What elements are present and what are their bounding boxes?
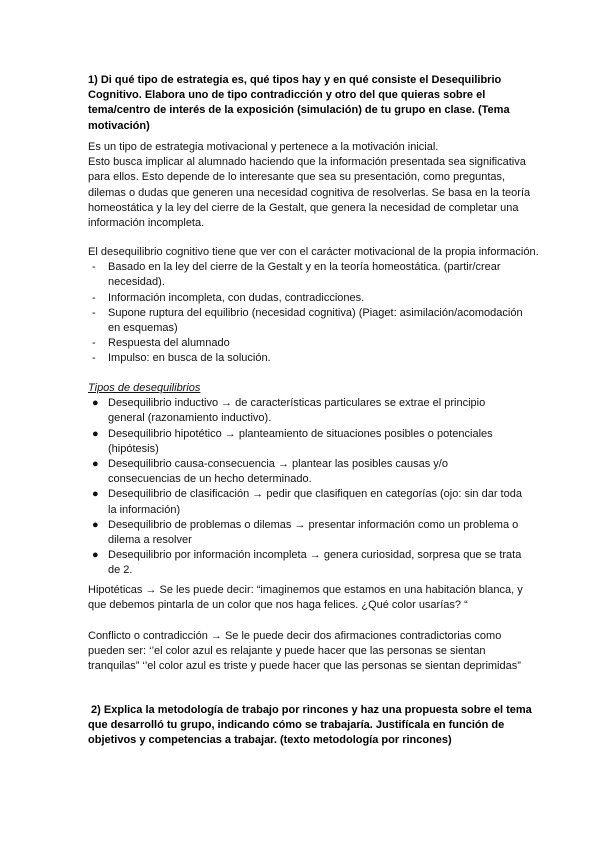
list-item-line: dilema a resolver xyxy=(108,533,192,546)
list-item-line: general (razonamiento inductivo). xyxy=(108,412,272,425)
list-marker-icon: - xyxy=(92,352,96,365)
list-marker-icon: ● xyxy=(92,457,99,470)
list-marker-icon: - xyxy=(92,291,96,304)
text-line: que debemos pintarla de un color que nos haga felices. ¿Qué color usarías? “ xyxy=(88,599,468,612)
list-item xyxy=(88,457,522,487)
desequilibrio-intro: El desequilibrio cognitivo tiene que ver con el carácter motivacional de la propia información. xyxy=(88,246,539,258)
text-line: Conflicto o contradicción → Se le puede decir dos afirmaciones contradictorias como xyxy=(88,630,502,642)
dash-list xyxy=(88,260,539,366)
text-line: dilemas o dudas que generen una necesidad cognitiva de resolverlas. Se basa en la teoría xyxy=(88,186,531,199)
list-item-line: Respuesta del alumnado xyxy=(108,337,230,350)
list-item-line: Información incompleta, con dudas, contradicciones. xyxy=(108,291,365,304)
text-line: Es un tipo de estrategia motivacional y pertenece a la motivación inicial. xyxy=(88,141,439,153)
list-item xyxy=(88,518,522,548)
list-item xyxy=(88,306,539,336)
list-marker-icon: ● xyxy=(92,518,99,531)
text-line: tranquilas” ‘’el color azul es triste y puede hacer que las personas se sientan deprimidas” xyxy=(88,660,521,673)
list-item xyxy=(88,487,522,517)
list-item-line: de 2. xyxy=(108,564,133,577)
list-marker-icon: ● xyxy=(92,427,99,440)
text-line: información incompleta. xyxy=(88,216,205,229)
text-line: Esto busca implicar al alumnado haciendo que la información presentada sea significativa xyxy=(88,156,526,169)
list-item-line: Desequilibrio de problemas o dilemas → presentar información como un problema o xyxy=(108,518,519,531)
text-line: que desarrolló tu grupo, indicando cómo se trabajaría. Justifícala en función de xyxy=(88,719,505,732)
list-item-line: la información) xyxy=(108,503,181,516)
list-item-line: en esquemas) xyxy=(108,321,178,334)
question-2-heading xyxy=(88,703,532,749)
list-marker-icon: - xyxy=(92,306,96,319)
list-item-line: Desequilibrio hipotético → planteamiento de situaciones posibles o potenciales xyxy=(108,427,493,440)
list-item-line: Impulso: en busca de la solución. xyxy=(108,352,271,365)
list-item-line: Desequilibrio de clasificación → pedir que clasifiquen en categorías (ojo: sin dar toda xyxy=(108,488,522,501)
list-item-line: necesidad). xyxy=(108,276,165,289)
text-line: 2) Explica la metodología de trabajo por rincones y haz una propuesta sobre el tema xyxy=(88,704,532,716)
question-1-heading xyxy=(88,73,510,134)
list-marker-icon: ● xyxy=(92,488,99,501)
list-item-line: (hipótesis) xyxy=(108,442,159,455)
list-item xyxy=(88,336,539,351)
bullet-list xyxy=(88,396,522,578)
list-item-line: Basado en la ley del cierre de la Gestalt y en la teoría homeostática. (partir/crear xyxy=(108,261,501,274)
list-item xyxy=(88,548,522,578)
tipos-section xyxy=(88,381,522,578)
list-item-line: Supone ruptura del equilibrio (necesidad cognitiva) (Piaget: asimilación/acomodación xyxy=(108,306,523,319)
list-item xyxy=(88,291,539,306)
text-line: homeostática y la ley del cierre de la Gestalt, que genera la necesidad de completar una xyxy=(88,201,519,214)
text-line: objetivos y competencias a trabajar. (texto metodología por rincones) xyxy=(88,734,452,747)
list-item xyxy=(88,427,522,457)
list-marker-icon: ● xyxy=(92,397,99,410)
hipoteticas-paragraph xyxy=(88,583,523,613)
list-item-line: Desequilibrio por información incompleta → genera curiosidad, sorpresa que se trata xyxy=(108,549,522,562)
intro-paragraph xyxy=(88,140,530,231)
desequilibrio-section xyxy=(88,245,539,367)
list-marker-icon: - xyxy=(92,261,96,274)
text-line: para ellos. Esto depende de lo interesante que sea su presentación, como preguntas, xyxy=(88,171,506,184)
list-item xyxy=(88,260,539,290)
list-item xyxy=(88,396,522,426)
text-line: pueden ser: ‘’el color azul es relajante y puede hacer que las personas se sientan xyxy=(88,645,486,658)
tipos-title: Tipos de desequilibrios xyxy=(88,382,201,394)
text-line: motivación) xyxy=(88,119,150,132)
list-item xyxy=(88,351,539,366)
text-line: tema/centro de interés de la exposición (simulación) de tu grupo en clase. (Tema xyxy=(88,104,510,117)
list-item-line: Desequilibrio inductivo → de características particulares se extrae el principio xyxy=(108,397,486,410)
list-item-line: consecuencias de un hecho determinado. xyxy=(108,473,312,486)
list-item-line: Desequilibrio causa-consecuencia → plantear las posibles causas y/o xyxy=(108,457,448,470)
text-line: Hipotéticas → Se les puede decir: “imaginemos que estamos en una habitación blanca, y xyxy=(88,584,523,596)
list-marker-icon: - xyxy=(92,337,96,350)
text-line: 1) Di qué tipo de estrategia es, qué tipos hay y en qué consiste el Desequilibrio xyxy=(88,74,502,86)
conflicto-paragraph xyxy=(88,629,521,675)
text-line: Cognitivo. Elabora uno de tipo contradicción y otro del que quieras sobre el xyxy=(88,89,486,102)
list-marker-icon: ● xyxy=(92,549,99,562)
